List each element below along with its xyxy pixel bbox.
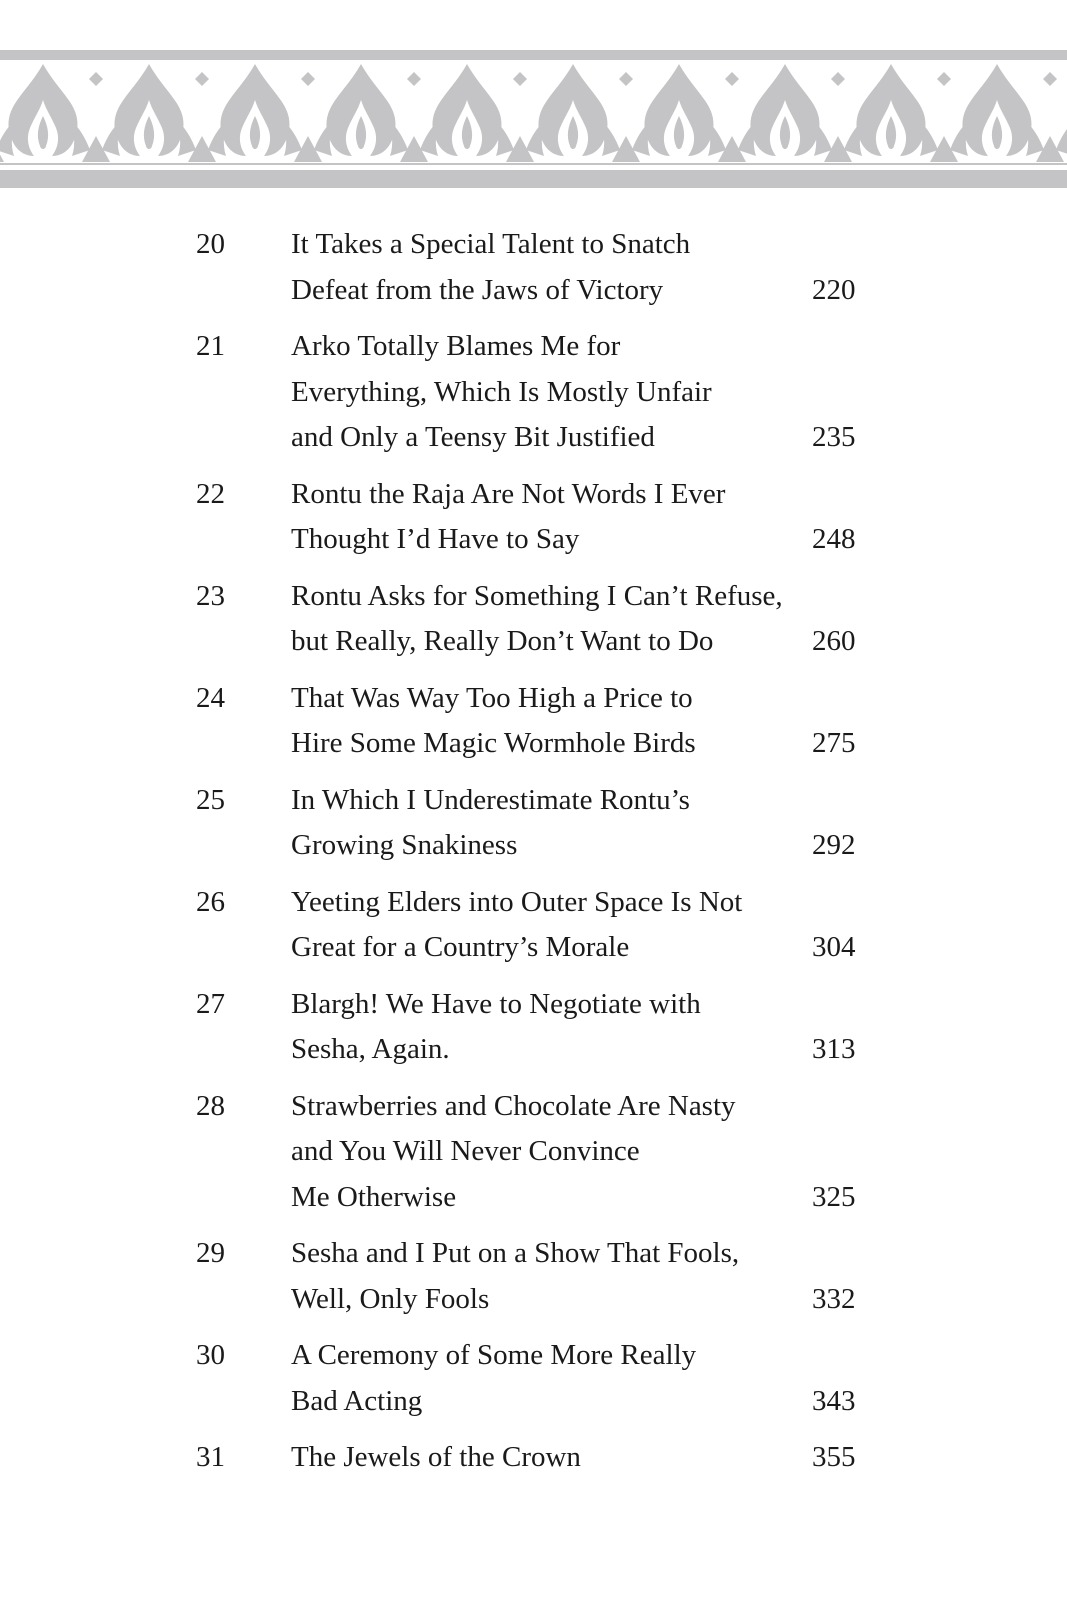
page-number: 332	[812, 1282, 856, 1315]
chapter-title-line: Sesha, Again.	[291, 1033, 450, 1065]
chapter-title-line: Blargh! We Have to Negotiate with	[291, 987, 701, 1020]
chapter-title-line: In Which I Underestimate Rontu’s	[291, 783, 690, 816]
chapter-number: 26	[196, 885, 225, 918]
chapter-title	[291, 778, 811, 869]
page-number: 248	[812, 523, 856, 555]
toc-entry	[0, 472, 1067, 563]
chapter-title-line: Sesha and I Put on a Show That Fools,	[291, 1237, 740, 1269]
chapter-title-line: Strawberries and Chocolate Are Nasty	[291, 1089, 736, 1122]
chapter-number: 28	[196, 1089, 225, 1122]
toc-entry	[0, 574, 1067, 665]
chapter-title-line: Arko Totally Blames Me for	[291, 330, 621, 362]
chapter-number: 25	[196, 783, 225, 816]
toc-entry	[0, 880, 1067, 971]
chapter-number: 31	[196, 1441, 225, 1473]
page-number: 304	[812, 931, 856, 963]
chapter-title-line: A Ceremony of Some More Really	[291, 1339, 697, 1371]
toc-entry	[0, 1231, 1067, 1322]
toc-entry	[0, 1333, 1067, 1424]
table-of-contents	[0, 222, 1067, 1492]
toc-entry	[0, 1084, 1067, 1221]
toc-entry	[0, 222, 1067, 313]
toc-entry	[0, 778, 1067, 869]
page-number: 355	[812, 1441, 856, 1473]
chapter-title	[291, 982, 811, 1073]
page-number: 313	[812, 1033, 856, 1065]
chapter-title-line: The Jewels of the Crown	[291, 1441, 581, 1473]
chapter-title-line: It Takes a Special Talent to Snatch	[291, 228, 691, 260]
chapter-title-line: Yeeting Elders into Outer Space Is Not	[291, 885, 743, 918]
chapter-number: 24	[196, 681, 225, 714]
chapter-title	[291, 222, 811, 313]
page-number: 235	[812, 421, 856, 453]
page-number: 260	[812, 625, 856, 657]
ornamental-flame-border-icon	[0, 50, 1067, 188]
chapter-number: 30	[196, 1339, 225, 1371]
page-number: 292	[812, 829, 856, 861]
chapter-title-line: That Was Way Too High a Price to	[291, 681, 693, 714]
chapter-title	[291, 1333, 811, 1424]
chapter-title-line: Growing Snakiness	[291, 829, 518, 861]
chapter-title	[291, 880, 811, 971]
chapter-title-line: Hire Some Magic Wormhole Birds	[291, 727, 696, 759]
chapter-title-line: Rontu Asks for Something I Can’t Refuse,	[291, 579, 783, 612]
chapter-title-line: Rontu the Raja Are Not Words I Ever	[291, 477, 726, 510]
chapter-number: 20	[196, 228, 225, 260]
chapter-number: 22	[196, 477, 225, 510]
chapter-title-line: but Really, Really Don’t Want to Do	[291, 625, 714, 657]
chapter-title-line: Great for a Country’s Morale	[291, 931, 630, 963]
chapter-number: 21	[196, 330, 225, 362]
page-number: 343	[812, 1384, 856, 1417]
chapter-title-line: Defeat from the Jaws of Victory	[291, 273, 664, 306]
chapter-title-line: Me Otherwise	[291, 1180, 457, 1213]
chapter-number: 29	[196, 1237, 225, 1269]
chapter-title-line: and You Will Never Convince	[291, 1135, 640, 1167]
chapter-title-line: Thought I’d Have to Say	[291, 523, 580, 555]
chapter-title	[291, 1435, 811, 1481]
chapter-title	[291, 324, 811, 461]
chapter-title	[291, 676, 811, 767]
toc-entry	[0, 676, 1067, 767]
chapter-title	[291, 472, 811, 563]
chapter-title	[291, 574, 811, 665]
toc-entry	[0, 324, 1067, 461]
chapter-number: 23	[196, 579, 225, 612]
chapter-title	[291, 1084, 811, 1221]
chapter-title-line: and Only a Teensy Bit Justified	[291, 421, 655, 453]
toc-entry	[0, 1435, 1067, 1481]
page-number: 275	[812, 727, 856, 759]
page-number: 325	[812, 1180, 856, 1213]
chapter-title-line: Bad Acting	[291, 1384, 423, 1417]
chapter-number: 27	[196, 987, 225, 1020]
chapter-title-line: Everything, Which Is Mostly Unfair	[291, 375, 712, 408]
chapter-title	[291, 1231, 811, 1322]
chapter-title-line: Well, Only Fools	[291, 1282, 490, 1315]
page-number: 220	[812, 273, 856, 306]
toc-entry	[0, 982, 1067, 1073]
